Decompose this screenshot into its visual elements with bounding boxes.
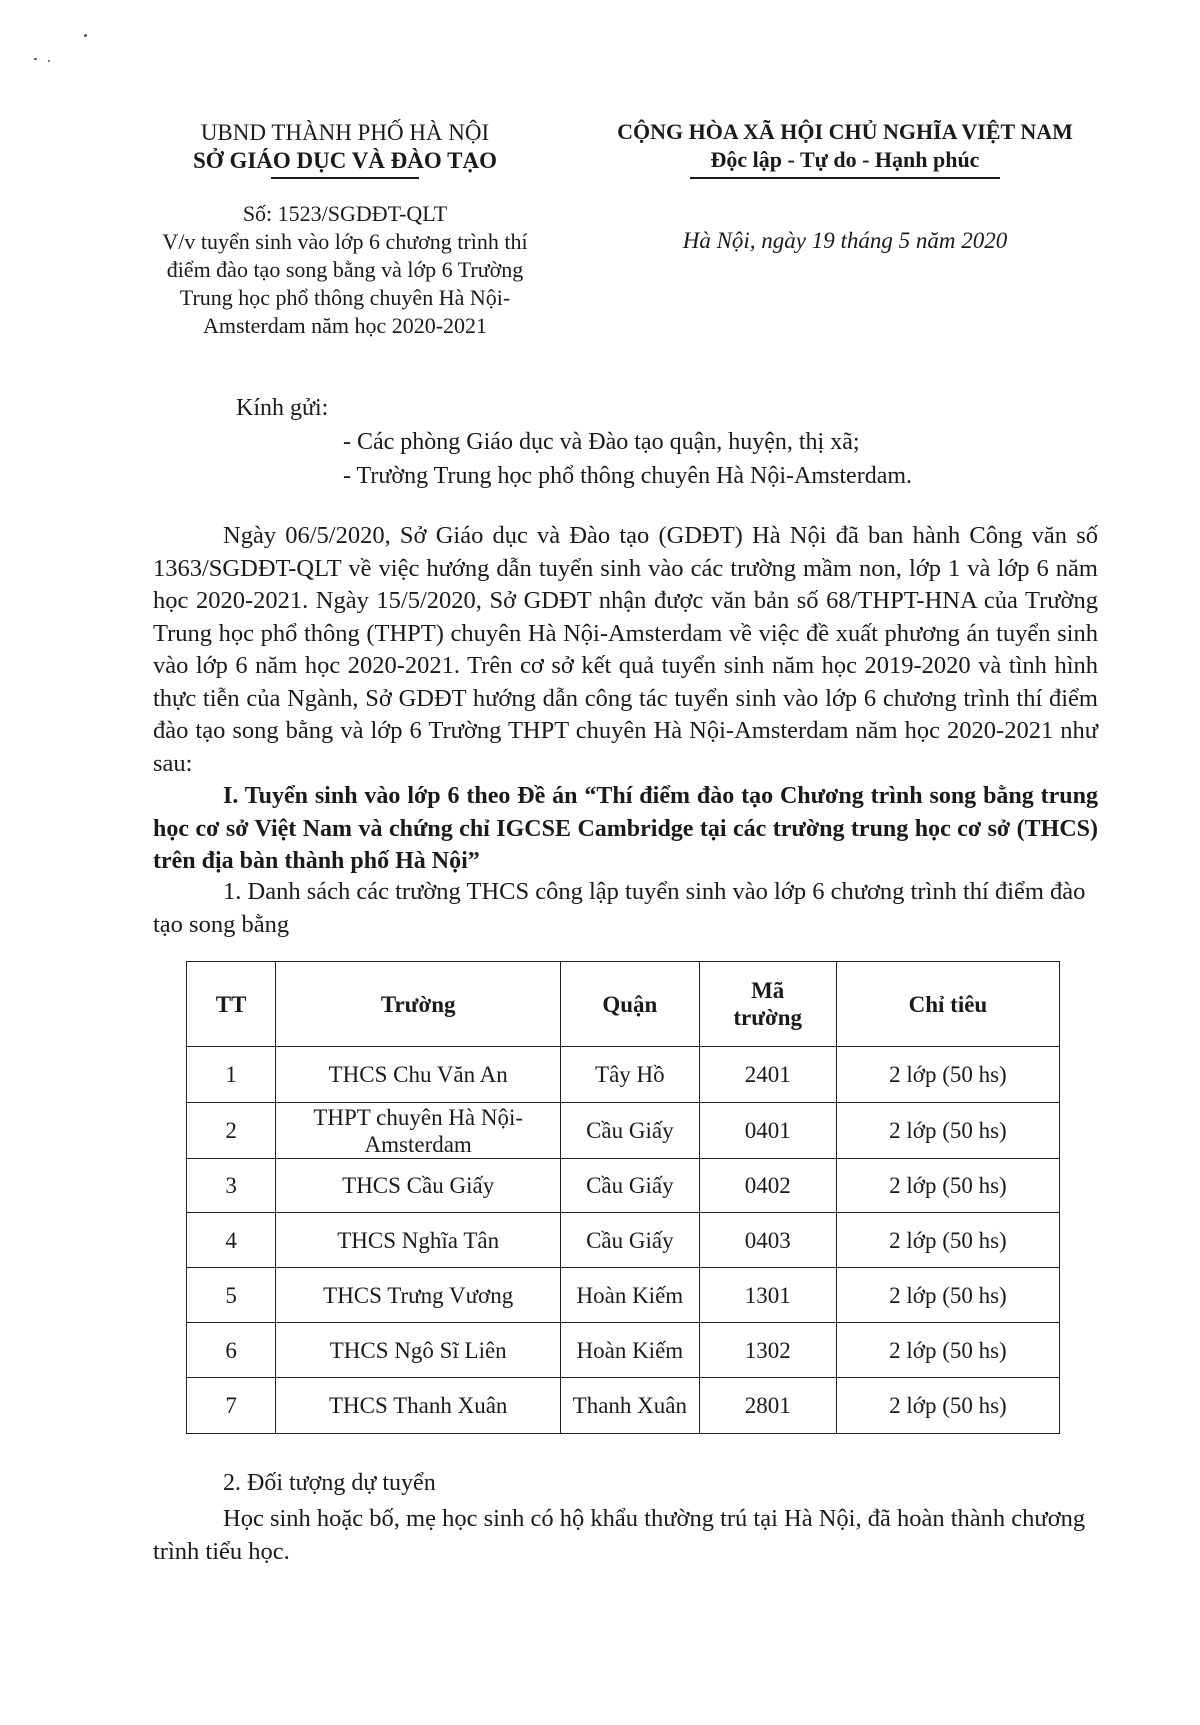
place-date: Hà Nội, ngày 19 tháng 5 năm 2020: [682, 228, 1008, 253]
header-code: [699, 962, 836, 1047]
table-header-row: [187, 962, 1060, 1047]
cell-school: THCS Trưng Vương: [276, 1268, 561, 1323]
item-1-text: 1. Danh sách các trường THCS công lập tuyển sinh vào lớp 6 chương trình thí điểm đào tạo song bằng: [153, 878, 1086, 938]
cell-code: 0403: [699, 1213, 836, 1268]
item-2-title: 2. Đối tượng dự tuyển: [223, 1470, 436, 1496]
subject-line: V/v tuyển sinh vào lớp 6 chương trình thí: [162, 229, 528, 254]
cell-school: THCS Chu Văn An: [276, 1047, 561, 1103]
cell-school-line: Amsterdam: [364, 1131, 472, 1157]
country-name: CỘNG HÒA XÃ HỘI CHỦ NGHĨA VIỆT NAM: [617, 119, 1073, 144]
document-number: Số: 1523/SGDĐT-QLT: [242, 201, 448, 226]
cell-quota: 2 lớp (50 hs): [836, 1378, 1059, 1434]
cell-code: 2801: [699, 1378, 836, 1434]
table-row: [187, 1323, 1060, 1378]
table-row: [187, 1159, 1060, 1213]
intro-paragraph: Ngày 06/5/2020, Sở Giáo dục và Đào tạo (GDĐT) Hà Nội đã ban hành Công văn số 1363/SGDĐT-QLT về việc hướng dẫn tuyển sinh vào các trường mầm non, lớp 1 và lớp 6 năm học 2020-2021. Ngày 15/5/2020, Sở GDĐT nhận được văn bản số 68/THPT-HNA của Trường Trung học phổ thông (THPT) chuyên Hà Nội-Amsterdam về việc đề xuất phương án tuyển sinh vào lớp 6 năm học 2020-2021. Trên cơ sở kết quả tuyển sinh năm học 2019-2020 và tình hình thực tiễn của Ngành, Sở GDĐT hướng dẫn công tác tuyển sinh vào lớp 6 chương trình thí điểm đào tạo song bằng và lớp 6 Trường THPT chuyên Hà Nội-Amsterdam năm học 2020-2021 như sau:: [153, 522, 1098, 777]
header-tt: TT: [187, 962, 276, 1047]
recipient-item: - Các phòng Giáo dục và Đào tạo quận, huyện, thị xã;: [343, 429, 860, 455]
cell-district: Cầu Giấy: [561, 1103, 699, 1159]
cell-school: THCS Ngô Sĩ Liên: [276, 1323, 561, 1378]
item-2-text: Học sinh hoặc bố, mẹ học sinh có hộ khẩu thường trú tại Hà Nội, đã hoàn thành chương trình tiểu học.: [153, 1505, 1086, 1565]
cell-district: Cầu Giấy: [561, 1213, 699, 1268]
subject-line: Amsterdam năm học 2020-2021: [202, 313, 488, 338]
cell-school: THCS Cầu Giấy: [276, 1159, 561, 1213]
issuing-authority: UBND THÀNH PHỐ HÀ NỘI: [200, 120, 490, 145]
cell-school: THCS Nghĩa Tân: [276, 1213, 561, 1268]
section-title: I. Tuyển sinh vào lớp 6 theo Đề án “Thí điểm đào tạo Chương trình song bằng trung học cơ sở Việt Nam và chứng chỉ IGCSE Cambridge tại các trường trung học cơ sở (THCS) trên địa bàn thành phố Hà Nội”: [153, 783, 1098, 874]
header-school: Trường: [276, 962, 561, 1047]
cell-tt: 6: [187, 1323, 276, 1378]
header-district: Quận: [561, 962, 699, 1047]
subject-block: [150, 228, 540, 340]
cell-tt: 7: [187, 1378, 276, 1434]
schools-table: [186, 961, 1060, 1434]
cell-tt: 3: [187, 1159, 276, 1213]
table-row: [187, 1378, 1060, 1434]
cell-quota: 2 lớp (50 hs): [836, 1213, 1059, 1268]
cell-quota: 2 lớp (50 hs): [836, 1323, 1059, 1378]
recipient-item: - Trường Trung học phổ thông chuyên Hà Nội-Amsterdam.: [343, 463, 913, 489]
cell-tt: 4: [187, 1213, 276, 1268]
cell-code: 1302: [699, 1323, 836, 1378]
cell-code: 0401: [699, 1103, 836, 1159]
subject-line: điểm đào tạo song bằng và lớp 6 Trường: [166, 257, 524, 282]
motto-underline: [690, 177, 1000, 179]
cell-district: Cầu Giấy: [561, 1159, 699, 1213]
table-row: [187, 1213, 1060, 1268]
cell-quota: 2 lớp (50 hs): [836, 1268, 1059, 1323]
cell-district: Hoàn Kiếm: [561, 1268, 699, 1323]
national-motto: Độc lập - Tự do - Hạnh phúc: [710, 147, 980, 172]
cell-district: Hoàn Kiếm: [561, 1323, 699, 1378]
header-quota: Chỉ tiêu: [836, 962, 1059, 1047]
scan-speck: [34, 58, 37, 60]
cell-school: [276, 1103, 561, 1159]
cell-quota: 2 lớp (50 hs): [836, 1103, 1059, 1159]
cell-district: Tây Hồ: [561, 1047, 699, 1103]
cell-school-line: THPT chuyên Hà Nội-: [313, 1104, 524, 1130]
cell-quota: 2 lớp (50 hs): [836, 1159, 1059, 1213]
cell-district: Thanh Xuân: [561, 1378, 699, 1434]
cell-tt: 1: [187, 1047, 276, 1103]
department-underline: [271, 177, 419, 179]
subject-line: Trung học phổ thông chuyên Hà Nội-: [179, 285, 511, 310]
header-code-line: Mã: [751, 978, 785, 1003]
greeting: Kính gửi:: [236, 395, 329, 421]
table-row: [187, 1047, 1060, 1103]
scan-speck: [84, 34, 87, 37]
cell-code: 0402: [699, 1159, 836, 1213]
table-row: [187, 1268, 1060, 1323]
header-code-line: trường: [733, 1005, 803, 1030]
cell-quota: 2 lớp (50 hs): [836, 1047, 1059, 1103]
issuing-department: SỞ GIÁO DỤC VÀ ĐÀO TẠO: [193, 148, 497, 173]
table-row: [187, 1103, 1060, 1159]
cell-tt: 2: [187, 1103, 276, 1159]
cell-code: 2401: [699, 1047, 836, 1103]
cell-school: THCS Thanh Xuân: [276, 1378, 561, 1434]
scan-speck: [48, 60, 50, 62]
cell-code: 1301: [699, 1268, 836, 1323]
cell-tt: 5: [187, 1268, 276, 1323]
